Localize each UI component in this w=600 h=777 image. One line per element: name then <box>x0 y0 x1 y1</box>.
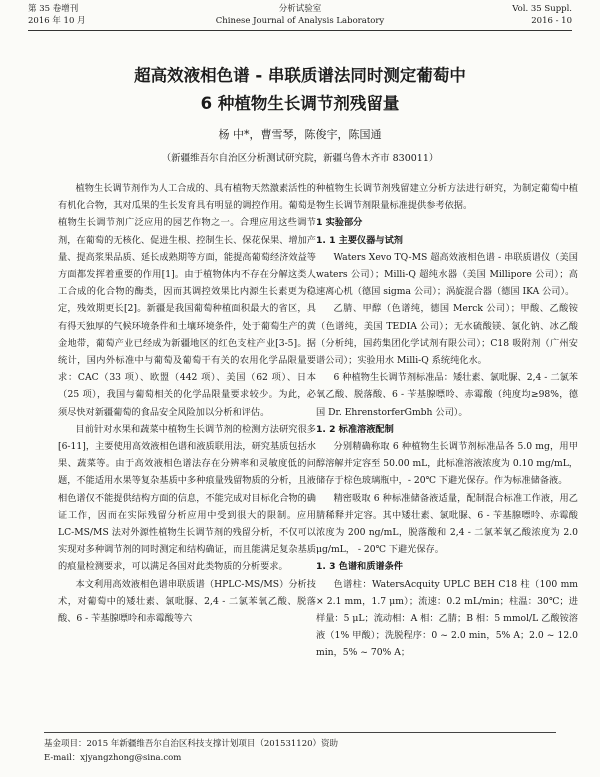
chromatography-paragraph: 色谱柱：WatersAcquity UPLC BEH C18 柱（100 mm × 2.1 mm，1.7 μm）；流速：0.2 mL/min；柱温：30℃；进样量：5 μL；流动相：A 相：乙腈；B 相：5 mmol/L 乙酸铵溶液（1% 甲酸）；洗脱程序：0 ~ 2.0 min，5% A；2.0 ~ 12.0 min，5% ~ 70% A； <box>316 578 578 659</box>
header-date-en: 2016 - 10 <box>531 16 572 26</box>
affiliation: （新疆维吾尔自治区分析测试研究院，新疆乌鲁木齐市 830011） <box>161 153 439 164</box>
author-email: E-mail：xjyangzhong@sina.com <box>44 753 182 763</box>
authors: 杨 中*，曹雪琴，陈俊宇，陈国通 <box>218 128 382 141</box>
instruments-paragraph: Waters Xevo TQ-MS 超高效液相色谱 - 串联质谱仪（美国 waters 公司）；Milli-Q 超纯水器（美国 Millipore 公司）；高速离心机（德国 sigma 公司）；涡旋混合器（德国 IKA 公司）。 <box>316 251 578 298</box>
title-line-1: 超高效液相色谱 - 串联质谱法同时测定葡萄中 <box>134 66 466 85</box>
working-solution-paragraph: 精密吸取 6 种标准储备液适量，配制混合标准工作液，用乙腈稀释并定容。其中矮壮素、氯吡脲、6 - 苄基腺嘌呤、赤霉酸浓度为 200 ng/mL，脱落酸和 2,4 - 二氯苯氧乙酸浓度为 2.0 μg/mL， - 20℃ 下避光保存。 <box>316 492 578 556</box>
funding-note: 基金项目：2015 年新疆维吾尔自治区科技支撑计划项目（201531120）资助 <box>44 739 339 749</box>
reagents-paragraph: 乙腈、甲醇（色谱纯，德国 Merck 公司）；甲酸、乙酸铵（色谱纯，美国 TEDIA 公司）；无水硫酸镁、氯化钠、冰乙酸（分析纯，国药集团化学试剂有限公司）；C18 吸附剂（广州安谱公司）；实验用水 Milli-Q 系统纯化水。 <box>316 303 578 367</box>
paper-title <box>40 62 560 118</box>
intro-paragraph-1: 植物生长调节剂作为人工合成的、具有植物天然激素活性的有机化合物，其对瓜果的生长发育具有明显的调控作用。葡萄是植物生长调节剂广泛应用的园艺作物之一。合理应用这些调节剂，在葡萄的无核化、促进生根、控制生长、保花保果、增加产量、提高浆果品质、延长成熟期等方面，能提高葡萄经济效益等方面都发挥着重要的作用[1]。由于植物体内不存在分解这类人工合成的化合物的酶类，因而其调控效果比内源生长素更为稳定，残效期更长[2]。新疆是我国葡萄种植面积最大的省区，具有得天独厚的气候环境条件和土壤环境条件，处于葡萄生产的黄金地带，葡萄产业已经成为新疆地区的红色支柱产业[3-5]。据统计，国内外标准中与葡萄及葡萄干有关的农用化学品限量要求：CAC（33 项）、欧盟（442 项）、美国（62 项）、日本（25 项），我国与葡萄相关的化学品限量要求较少。为此，必须尽快对新疆葡萄的食品安全风险加以分析和评估。 <box>58 183 316 418</box>
header-date: 2016 年 10 月 <box>28 16 86 26</box>
header-journal-cn: 分析试验室 <box>278 4 322 14</box>
header-journal-en: Chinese Journal of Analysis Laboratory <box>215 16 385 26</box>
header-volume-en <box>512 3 572 27</box>
stock-solution-paragraph: 分别精确称取 6 种植物生长调节剂标准品各 5.0 mg，用甲醇溶解并定容至 50.00 mL，此标准溶液浓度为 0.10 mg/mL，储存于棕色玻璃瓶中，- 20℃ 下避光保存。作为标准储备液。 <box>316 441 578 487</box>
left-column <box>58 180 316 627</box>
standards-paragraph: 6 种植物生长调节剂标准品：矮壮素、氯吡脲、2,4 - 二氯苯氧乙酸、脱落酸、6 - 苄基腺嘌呤、赤霉酸（纯度均≥98%，德国 Dr. EhrenstorferGmbh 公司）。 <box>316 372 578 418</box>
header-vol-en: Vol. 35 Suppl. <box>512 4 572 14</box>
intro-paragraph-2: 目前针对水果和蔬菜中植物生长调节剂的检测方法研究很多[6-11]，主要使用高效液相色谱和液质联用法，研究基质包括水果、蔬菜等。由于高效液相色谱法存在分辨率和灵敏度低的问题，不能适用水果等复杂基质中多种痕量残留物质的分析，且液相色谱仅不能提供结构方面的信息，不能完成对目标化合物的确证工作，因而在实际残留分析应用中受到很大的限制。应用 LC-MS/MS 法对外源性植物生长调节剂的残留分析，不仅可以实现对多种调节剂的同时测定和结构确证，而且能满足复杂基质的痕量检测要求，可以满足各国对此类物质的分析要求。 <box>58 423 316 573</box>
subsection-instruments: 1. 1 主要仪器与试剂 <box>316 234 403 246</box>
right-column <box>316 180 578 662</box>
subsection-standard-solution: 1. 2 标准溶液配制 <box>316 423 394 435</box>
footnote <box>44 732 556 765</box>
running-header <box>28 0 572 31</box>
title-line-2: 6 种植物生长调节剂残留量 <box>200 94 400 113</box>
intro-paragraph-3: 本文利用高效液相色谱串联质谱（HPLC-MS/MS）分析技术，对葡萄中的矮壮素、氯吡脲、2,4 - 二氯苯氧乙酸、脱落酸、6 - 苄基腺嘌呤和赤霉酸等六 <box>58 578 316 625</box>
subsection-conditions: 1. 3 色谱和质谱条件 <box>316 561 403 573</box>
header-volume: 第 35 卷增刊 <box>28 4 79 14</box>
header-journal <box>28 3 572 27</box>
intro-continuation: 种植物生长调节剂残留建立分析方法进行研究，为制定葡萄中植物生长调节剂限量标准提供参考依据。 <box>316 183 578 212</box>
section-experimental: 1 实验部分 <box>316 217 363 229</box>
